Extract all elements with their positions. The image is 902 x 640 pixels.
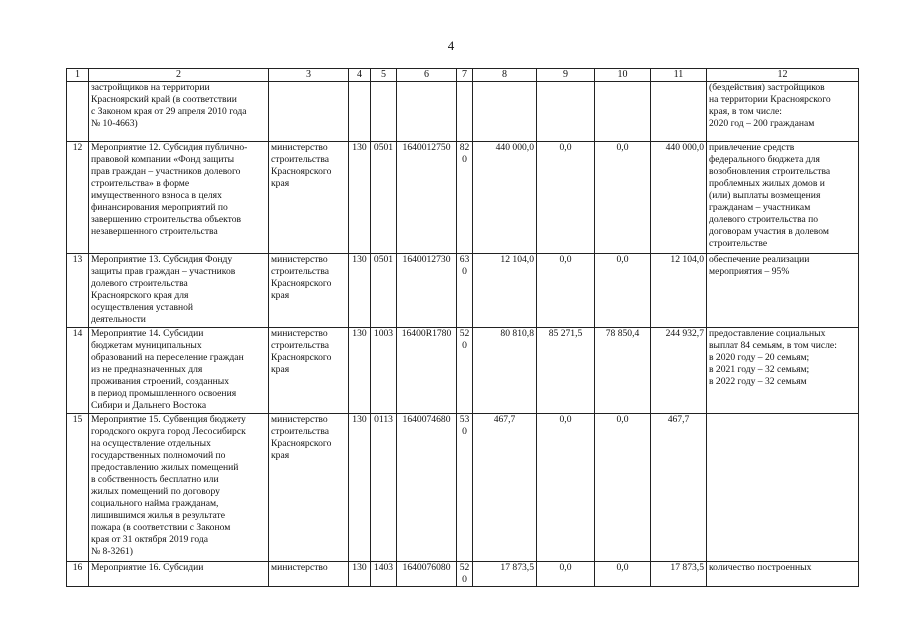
expense-type — [457, 82, 473, 142]
amount-2022: 78 850,4 — [595, 328, 651, 414]
amount-2022: 0,0 — [595, 254, 651, 328]
target-article: 16400R1780 — [397, 328, 457, 414]
expense-type: 520 — [457, 328, 473, 414]
measure-name: Мероприятие 16. Субсидии — [89, 562, 269, 587]
measure-name: застройщиков на территории Красноярский край (в соответствии с Законом края от 29 апреля 2010 года № 10-4663) — [89, 82, 269, 142]
administrator: министерство строительства Красноярского края — [269, 414, 349, 562]
amount-total: 17 873,5 — [651, 562, 707, 587]
amount-2020: 80 810,8 — [473, 328, 537, 414]
table-row — [67, 414, 859, 562]
column-header: 8 — [473, 69, 537, 82]
amount-2022: 0,0 — [595, 562, 651, 587]
amount-total: 467,7 — [651, 414, 707, 562]
section-code: 1403 — [371, 562, 397, 587]
administrator: министерство — [269, 562, 349, 587]
expense-type: 820 — [457, 142, 473, 254]
amount-2021 — [537, 82, 595, 142]
expense-type: 520 — [457, 562, 473, 587]
grbs-code: 130 — [349, 328, 371, 414]
amount-2020: 440 000,0 — [473, 142, 537, 254]
target-article: 1640074680 — [397, 414, 457, 562]
amount-total: 244 932,7 — [651, 328, 707, 414]
expected-result: обеспечение реализации мероприятия – 95% — [707, 254, 859, 328]
target-article — [397, 82, 457, 142]
column-header: 4 — [349, 69, 371, 82]
amount-2022: 0,0 — [595, 414, 651, 562]
row-number: 13 — [67, 254, 89, 328]
budget-table — [66, 68, 859, 587]
column-header: 9 — [537, 69, 595, 82]
amount-2020: 17 873,5 — [473, 562, 537, 587]
measure-name: Мероприятие 13. Субсидия Фонду защиты прав граждан – участников долевого строительства Красноярского края для осуществления уставной деятельности — [89, 254, 269, 328]
column-header: 12 — [707, 69, 859, 82]
row-number: 12 — [67, 142, 89, 254]
administrator: министерство строительства Красноярского края — [269, 254, 349, 328]
amount-2022 — [595, 82, 651, 142]
measure-name: Мероприятие 15. Субвенция бюджету городского округа город Лесосибирск на осуществление отдельных государственных полномочий по предоставлению жилых помещений в собственность бесплатно или жилых помещений по договору социального найма гражданам, лишившимся жилья в результате пожара (в соответствии с Законом края от 31 октября 2019 года № 8-3261) — [89, 414, 269, 562]
table-row — [67, 82, 859, 142]
column-header: 1 — [67, 69, 89, 82]
expected-result — [707, 414, 859, 562]
page-number: 4 — [447, 38, 455, 53]
amount-2022: 0,0 — [595, 142, 651, 254]
column-header: 10 — [595, 69, 651, 82]
table-row — [67, 562, 859, 587]
section-code: 1003 — [371, 328, 397, 414]
target-article: 1640012730 — [397, 254, 457, 328]
section-code: 0113 — [371, 414, 397, 562]
row-number: 15 — [67, 414, 89, 562]
amount-total — [651, 82, 707, 142]
section-code: 0501 — [371, 142, 397, 254]
amount-2021: 0,0 — [537, 414, 595, 562]
column-header: 11 — [651, 69, 707, 82]
measure-name: Мероприятие 14. Субсидии бюджетам муниципальных образований на переселение граждан из не предназначенных для проживания строений, созданных в период промышленного освоения Сибири и Дальнего Востока — [89, 328, 269, 414]
target-article: 1640012750 — [397, 142, 457, 254]
amount-2021: 0,0 — [537, 254, 595, 328]
amount-2020 — [473, 82, 537, 142]
expense-type: 530 — [457, 414, 473, 562]
grbs-code — [349, 82, 371, 142]
amount-2021: 0,0 — [537, 142, 595, 254]
administrator: министерство строительства Красноярского края — [269, 328, 349, 414]
column-header: 6 — [397, 69, 457, 82]
expected-result: количество построенных — [707, 562, 859, 587]
row-number — [67, 82, 89, 142]
row-number: 16 — [67, 562, 89, 587]
amount-total: 12 104,0 — [651, 254, 707, 328]
section-code: 0501 — [371, 254, 397, 328]
measure-name: Мероприятие 12. Субсидия публично- правовой компании «Фонд защиты прав граждан – участников долевого строительства» в форме имущественного взноса в целях финансирования мероприятий по завершению строительства объектов незавершенного строительства — [89, 142, 269, 254]
amount-2020: 12 104,0 — [473, 254, 537, 328]
grbs-code: 130 — [349, 254, 371, 328]
amount-2020: 467,7 — [473, 414, 537, 562]
amount-2021: 85 271,5 — [537, 328, 595, 414]
amount-total: 440 000,0 — [651, 142, 707, 254]
administrator — [269, 82, 349, 142]
table-row — [67, 142, 859, 254]
column-header: 3 — [269, 69, 349, 82]
grbs-code: 130 — [349, 142, 371, 254]
administrator: министерство строительства Красноярского края — [269, 142, 349, 254]
column-header: 7 — [457, 69, 473, 82]
grbs-code: 130 — [349, 414, 371, 562]
target-article: 1640076080 — [397, 562, 457, 587]
expected-result: (бездействия) застройщиков на территории Красноярского края, в том числе: 2020 год – 200 гражданам — [707, 82, 859, 142]
row-number: 14 — [67, 328, 89, 414]
expected-result: привлечение средств федерального бюджета для возобновления строительства проблемных жилых домов и (или) выплаты возмещения гражданам – участникам долевого строительства по договорам участия в долевом строительстве — [707, 142, 859, 254]
amount-2021: 0,0 — [537, 562, 595, 587]
expected-result: предоставление социальных выплат 84 семьям, в том числе: в 2020 году – 20 семьям; в 2021 году – 32 семьям; в 2022 году – 32 семьям — [707, 328, 859, 414]
header-row — [67, 69, 859, 82]
table-row — [67, 328, 859, 414]
column-header: 5 — [371, 69, 397, 82]
table-row — [67, 254, 859, 328]
section-code — [371, 82, 397, 142]
column-header: 2 — [89, 69, 269, 82]
grbs-code: 130 — [349, 562, 371, 587]
expense-type: 630 — [457, 254, 473, 328]
